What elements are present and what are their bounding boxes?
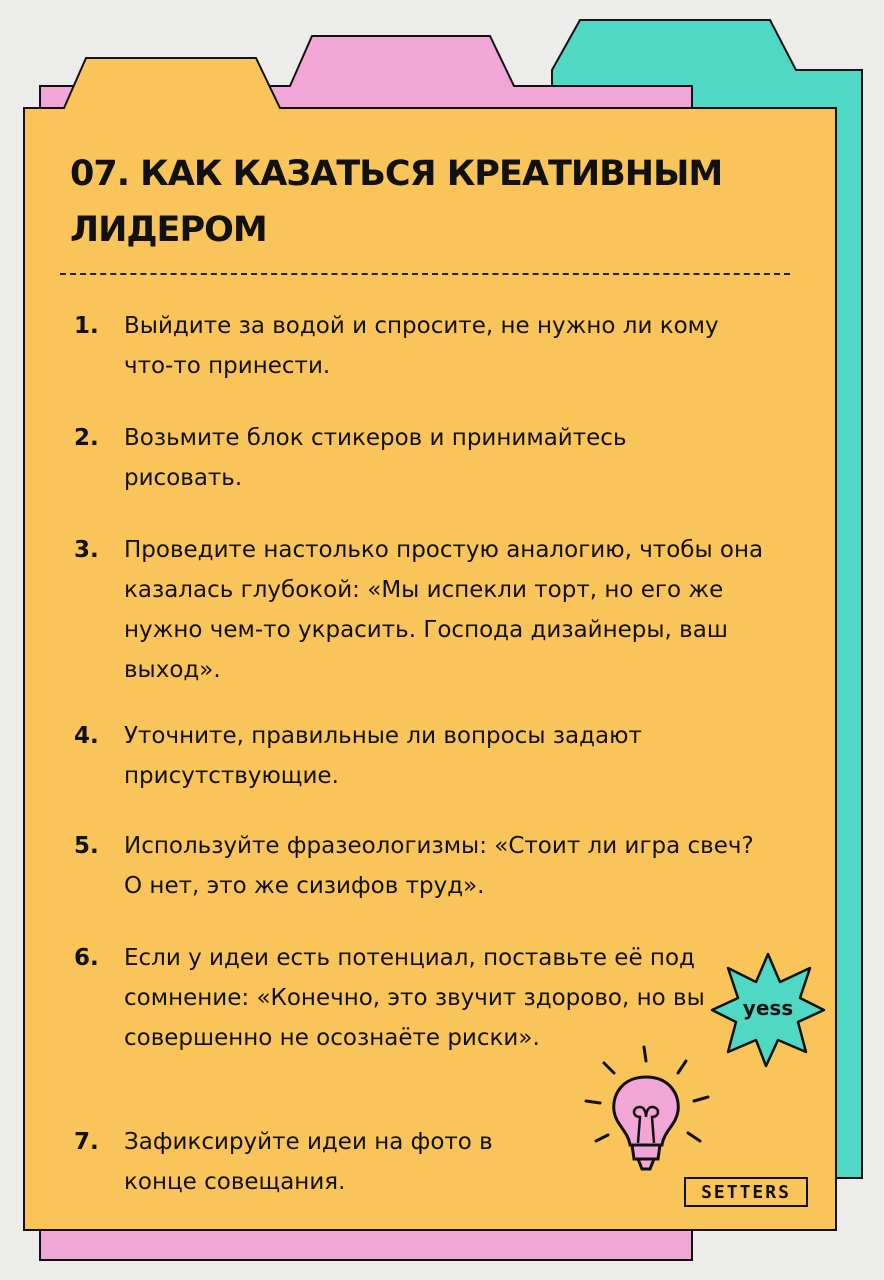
list-item (74, 1122, 564, 1202)
item-number: 6. (74, 945, 99, 971)
item-number: 5. (74, 833, 99, 859)
list-item (74, 418, 744, 498)
item-number: 4. (74, 723, 99, 749)
page-title: 07. КАК КАЗАТЬСЯ КРЕАТИВНЫМ ЛИДЕРОМ (70, 154, 723, 250)
item-text: Зафиксируйте идеи на фото в конце совещания. (124, 1129, 493, 1195)
item-text: Проведите настолько простую аналогию, чтобы она казалась глубокой: «Мы испекли торт, но его же нужно чем-то украсить. Господа дизайнеры, ваш выход». (124, 537, 764, 683)
yess-sticker (708, 948, 828, 1068)
dashed-divider (60, 273, 790, 275)
item-text: Выйдите за водой и спросите, не нужно ли кому что-то принести. (124, 313, 719, 379)
list-item (74, 716, 644, 796)
item-text: Используйте фразеологизмы: «Стоит ли игра свеч? О нет, это же сизифов труд». (124, 833, 754, 899)
item-number: 7. (74, 1129, 99, 1155)
item-text: Если у идеи есть потенциал, поставьте её под сомнение: «Конечно, это звучит здорово, но вы совершенно не осознаёте риски». (124, 945, 705, 1051)
item-number: 1. (74, 313, 99, 339)
sticker-label: yess (742, 996, 794, 1020)
item-text: Возьмите блок стикеров и принимайтесь рисовать. (124, 425, 627, 491)
list-item (74, 530, 774, 690)
brand-badge: SETTERS (684, 1177, 808, 1207)
list-item (74, 826, 764, 906)
item-number: 2. (74, 425, 99, 451)
list-item (74, 306, 724, 386)
item-number: 3. (74, 537, 99, 563)
yellow-card (24, 108, 836, 1230)
item-text: Уточните, правильные ли вопросы задают присутствующие. (124, 723, 642, 789)
